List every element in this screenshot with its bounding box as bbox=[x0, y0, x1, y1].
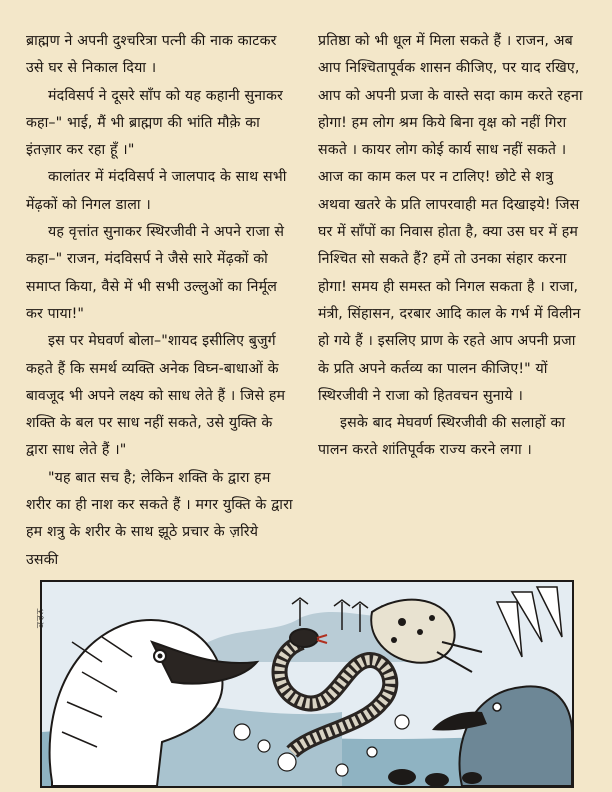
paragraph: ब्राह्मण ने अपनी दुश्चरित्रा पत्नी की नाक काटकर उसे घर से निकाल दिया । bbox=[26, 33, 277, 77]
illustration-drawing bbox=[42, 582, 572, 786]
story-illustration bbox=[36, 580, 574, 788]
paragraph: इस पर मेघवर्ण बोला–"शायद इसीलिए बुजुर्ग कहते हैं कि समर्थ व्यक्ति अनेक विघ्न-बाधाओं के बावजूद भी अपने लक्ष्य को साध लेते हैं । जिसे हम शक्ति के बल पर साध नहीं सकते, उसे युक्ति के द्वारा साध लेते हैं ।" bbox=[26, 333, 286, 459]
right-text-column bbox=[318, 28, 586, 465]
paragraph: मंदविसर्प ने दूसरे साँप को यह कहानी सुनाकर कहा–" भाई, मैं भी ब्राह्मण की भांति मौक़े का इंतज़ार कर रहा हूँ ।" bbox=[26, 87, 283, 159]
paragraph: "यह बात सच है; लेकिन शक्ति के द्वारा हम शरीर का ही नाश कर सकते हैं । मगर युक्ति के द्वारा हम शत्रु के शरीर के साथ झूठे प्रचार के ज़रिये उसकी bbox=[26, 469, 293, 568]
paragraph: कालांतर में मंदविसर्प ने जालपाद के साथ सभी मेंढ़कों को निगल डाला । bbox=[26, 169, 287, 213]
paragraph: प्रतिष्ठा को भी धूल में मिला सकते हैं । राजन, अब आप निश्चितापूर्वक शासन कीजिए, पर याद रखिए, आप को अपनी प्रजा के वास्ते सदा काम करते रहना होगा! हम लोग श्रम किये बिना वृक्ष को नहीं गिरा सकते । कायर लोग कोई कार्य साध नहीं सकते । आज का काम कल पर न टालिए! छोटे से शत्रु अथवा खतरे के प्रति लापरवाही मत दिखाइये! जिस घर में साँपों का निवास होता है, क्या उस घर में हम निश्चित सो सकते हैं? हमें तो उनका संहार करना होगा! समय ही समस्त को निगल सकता है । राजा, मंत्री, सिंहासन, दरबार आदि काल के गर्भ में विलीन हो गये हैं । इसलिए प्राण के रहते आप अपनी प्रजा के प्रति अपने कर्तव्य का पालन कीजिए!" यों स्थिरजीवी ने राजा को हितवचन सुनाये । bbox=[318, 33, 583, 404]
artist-signature: ਕਰਨ bbox=[36, 607, 46, 628]
left-text-column bbox=[26, 28, 294, 574]
paragraph: यह वृत्तांत सुनाकर स्थिरजीवी ने अपने राजा से कहा–" राजन, मंदविसर्प ने जैसे सारे मेंढ़कों को समाप्त किया, वैसे में भी सभी उल्लुओं का निर्मूल कर पाया!" bbox=[26, 224, 285, 322]
paragraph: इसके बाद मेघवर्ण स्थिरजीवी की सलाहों का पालन करते शांतिपूर्वक राज्य करने लगा । bbox=[318, 415, 566, 459]
